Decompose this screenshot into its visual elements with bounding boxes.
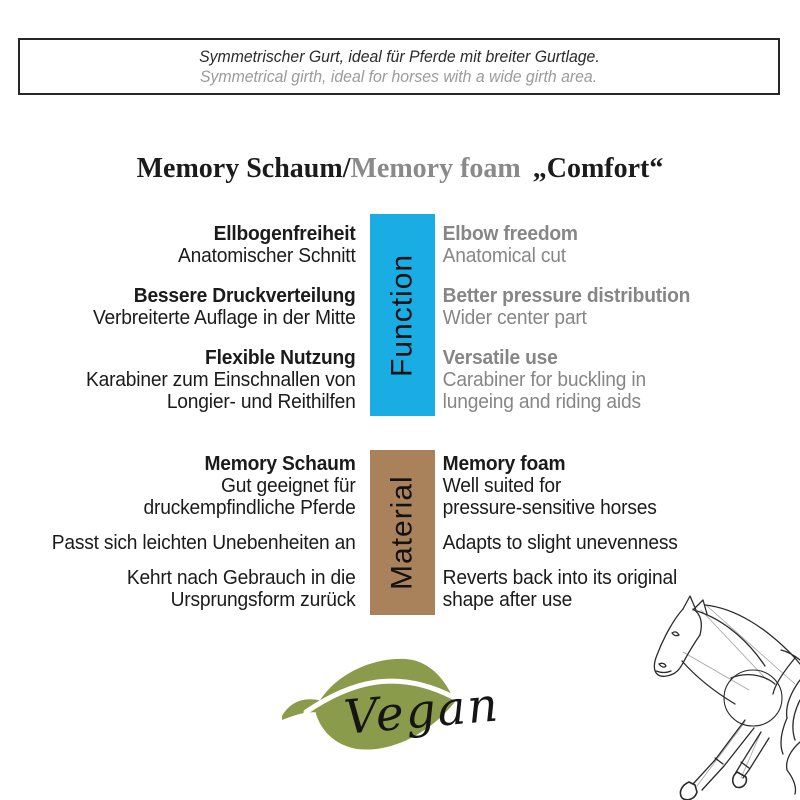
- horse-hoof-1: [680, 782, 697, 800]
- feature-line: Longier- und Reithilfen: [166, 391, 356, 413]
- feature-title: Versatile use: [442, 347, 558, 369]
- vegan-label: Vegan: [341, 677, 502, 746]
- feature-title: Bessere Druckverteilung: [133, 285, 356, 307]
- horse-mouth: [656, 671, 671, 673]
- banner-text-en: Symmetrical girth, ideal for horses with a wide girth area.: [200, 66, 598, 86]
- vegan-badge: [278, 636, 540, 771]
- function-en-feature-3: [443, 347, 757, 413]
- function-de-feature-2: [93, 285, 356, 329]
- title-english: Memory foam: [350, 153, 521, 184]
- horse-shoulder-curve: [731, 675, 775, 684]
- material-en-feature-2: [443, 532, 757, 554]
- function-german-column: [53, 214, 370, 431]
- title-variant: „Comfort“: [532, 153, 664, 184]
- horse-belly-lines: [781, 718, 800, 794]
- horse-throat: [682, 661, 735, 704]
- material-de-feature-2: [52, 532, 356, 554]
- horse-hoof-2: [733, 772, 747, 787]
- horse-mane-line: [697, 611, 765, 666]
- horse-eye: [672, 632, 679, 636]
- feature-line: druckempfindliche Pferde: [143, 497, 356, 519]
- banner: [18, 38, 780, 95]
- horse-back-lines: [773, 650, 800, 740]
- feature-line: Reverts back into its original: [442, 567, 678, 589]
- feature-title: Ellbogenfreiheit: [213, 223, 356, 245]
- feature-title: Flexible Nutzung: [205, 347, 356, 369]
- page-title: [0, 153, 800, 185]
- feature-title: Memory Schaum: [204, 453, 356, 475]
- function-de-feature-1: [178, 223, 356, 267]
- feature-line: shape after use: [442, 589, 573, 611]
- feature-line: Anatomical cut: [442, 245, 566, 267]
- feature-line: Passt sich leichten Unebenheiten an: [51, 532, 356, 554]
- horse-far-leg: [735, 732, 769, 778]
- function-en-feature-2: [443, 285, 757, 329]
- feature-line: pressure-sensitive horses: [442, 497, 657, 519]
- function-en-feature-1: [443, 223, 757, 267]
- material-band: [370, 450, 435, 615]
- function-english-column: [435, 214, 757, 431]
- title-german: Memory Schaum/: [136, 153, 351, 184]
- feature-line: Gut geeignet für: [220, 475, 356, 497]
- function-section: [40, 214, 770, 431]
- horse-crest: [705, 605, 800, 664]
- feature-line: Anatomischer Schnitt: [178, 245, 356, 267]
- function-band-label: Function: [385, 253, 419, 377]
- horse-cheek: [693, 609, 701, 635]
- function-de-feature-3: [86, 347, 356, 413]
- function-band: [370, 214, 435, 416]
- material-german-column: [53, 450, 370, 624]
- feature-line: Karabiner zum Einschnallen von: [86, 369, 356, 391]
- material-de-feature-3: [127, 567, 356, 611]
- feature-title: Better pressure distribution: [442, 285, 691, 307]
- horse-ears: [683, 596, 707, 614]
- feature-line: Wider center part: [442, 307, 587, 329]
- feature-line: Carabiner for buckling in: [442, 369, 646, 391]
- feature-title: Elbow freedom: [442, 223, 578, 245]
- horse-shoulder-circle: [724, 670, 782, 726]
- horse-nostril: [659, 663, 666, 667]
- horse-sketch: [645, 592, 800, 800]
- feature-line: Well suited for: [442, 475, 562, 497]
- feature-title: Memory foam: [442, 453, 566, 475]
- feature-line: Ursprungsform zurück: [170, 589, 356, 611]
- feature-line: lungeing and riding aids: [442, 391, 641, 413]
- material-band-label: Material: [385, 475, 419, 590]
- material-de-feature-1: [144, 453, 356, 519]
- material-en-feature-1: [443, 453, 757, 519]
- feature-line: Adapts to slight unevenness: [442, 532, 678, 554]
- feature-line: Kehrt nach Gebrauch in die: [126, 567, 356, 589]
- banner-text-de: Symmetrischer Gurt, ideal für Pferde mit breiter Gurtlage.: [198, 47, 600, 66]
- feature-line: Verbreiterte Auflage in der Mitte: [92, 307, 356, 329]
